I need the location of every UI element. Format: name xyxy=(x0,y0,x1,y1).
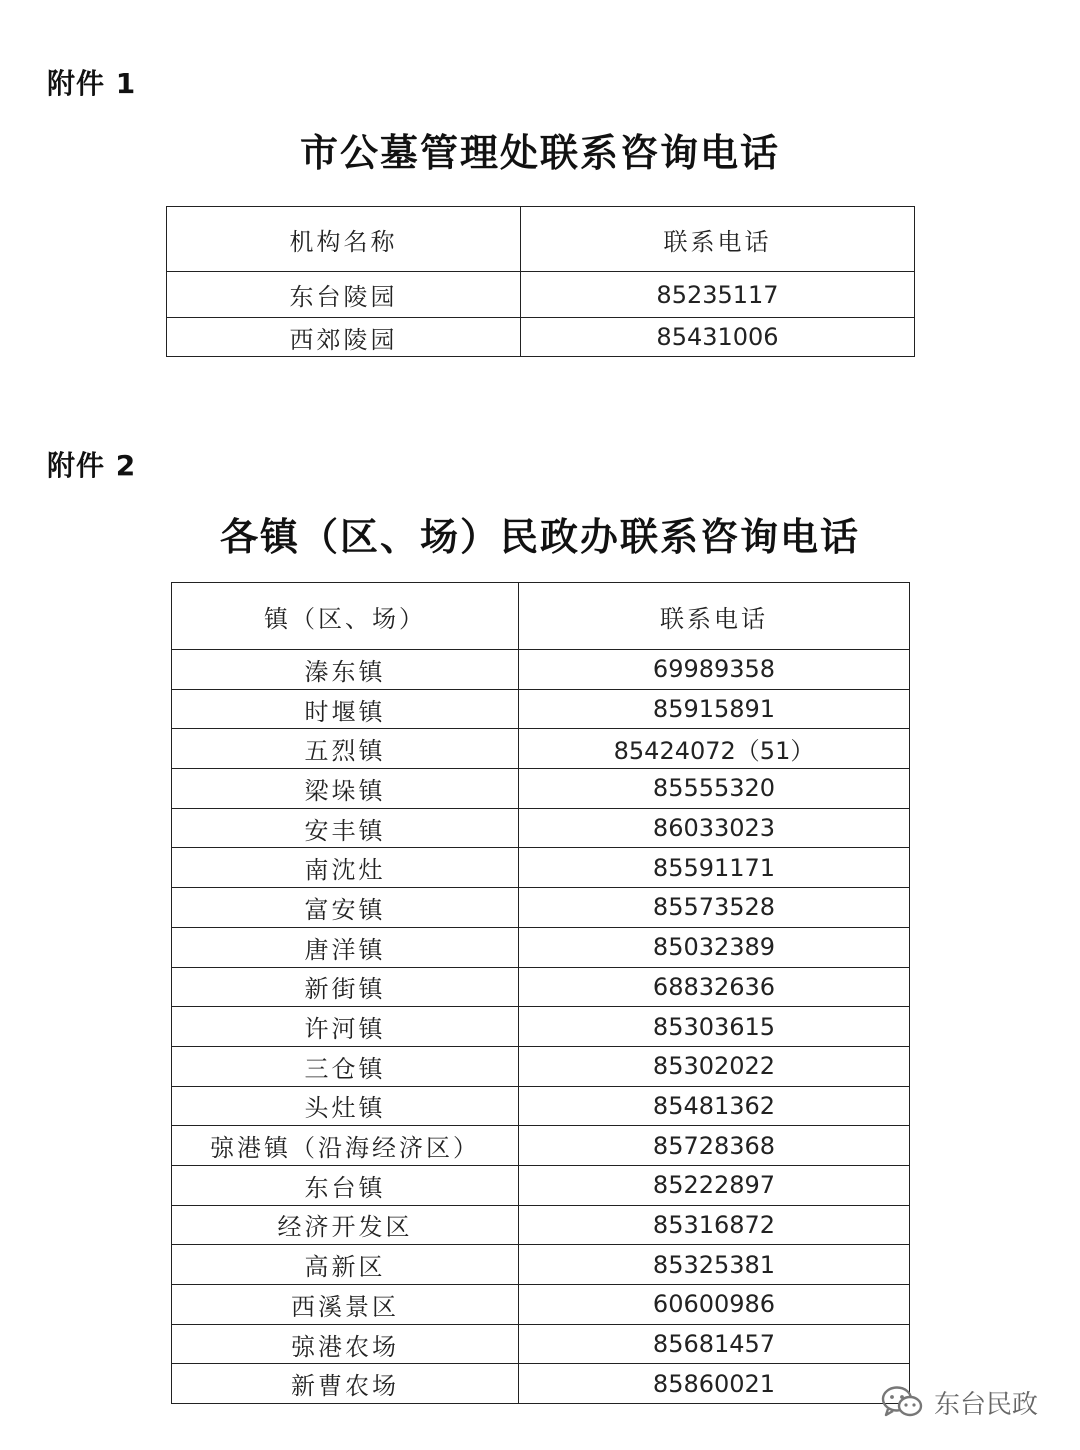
phone-cell: 85431006 xyxy=(521,318,915,357)
table-row xyxy=(172,729,910,769)
town-name-cell: 时堰镇 xyxy=(172,689,519,729)
phone-cell: 85235117 xyxy=(521,272,915,318)
attachment-2-title: 各镇（区、场）民政办联系咨询电话 xyxy=(219,515,860,559)
town-name-cell: 东台镇 xyxy=(172,1165,519,1205)
phone-cell: 85573528 xyxy=(519,888,910,928)
town-name-cell: 三仓镇 xyxy=(172,1046,519,1086)
town-name-cell: 西溪景区 xyxy=(172,1285,519,1325)
table-row xyxy=(172,1165,910,1205)
table-row xyxy=(172,1086,910,1126)
table-row xyxy=(172,1324,910,1364)
town-contact-table xyxy=(171,582,910,1404)
phone-cell: 68832636 xyxy=(519,967,910,1007)
column-header-name: 机构名称 xyxy=(167,207,521,272)
town-name-cell: 头灶镇 xyxy=(172,1086,519,1126)
town-name-cell: 唐洋镇 xyxy=(172,927,519,967)
phone-cell: 85481362 xyxy=(519,1086,910,1126)
table-row xyxy=(172,927,910,967)
town-name-cell: 溱东镇 xyxy=(172,650,519,690)
phone-cell: 85424072（51） xyxy=(519,729,910,769)
town-name-cell: 弶港农场 xyxy=(172,1324,519,1364)
phone-cell: 85728368 xyxy=(519,1126,910,1166)
attachment-1-label: 附件 1 xyxy=(47,67,137,100)
phone-cell: 85302022 xyxy=(519,1046,910,1086)
phone-cell: 85591171 xyxy=(519,848,910,888)
watermark-text: 东台民政 xyxy=(934,1389,1039,1420)
table-row xyxy=(172,808,910,848)
town-name-cell: 经济开发区 xyxy=(172,1205,519,1245)
table-row xyxy=(172,1046,910,1086)
table-row xyxy=(167,318,915,357)
attachment-2-label: 附件 2 xyxy=(47,449,137,482)
phone-cell: 60600986 xyxy=(519,1285,910,1325)
table-row xyxy=(172,1126,910,1166)
table-header-row xyxy=(172,583,910,650)
town-name-cell: 弶港镇（沿海经济区） xyxy=(172,1126,519,1166)
phone-cell: 85915891 xyxy=(519,689,910,729)
town-name-cell: 高新区 xyxy=(172,1245,519,1285)
phone-cell: 85555320 xyxy=(519,769,910,809)
table-row xyxy=(172,1007,910,1047)
org-name-cell: 东台陵园 xyxy=(167,272,521,318)
org-name-cell: 西郊陵园 xyxy=(167,318,521,357)
town-name-cell: 许河镇 xyxy=(172,1007,519,1047)
table-row xyxy=(172,1205,910,1245)
town-name-cell: 五烈镇 xyxy=(172,729,519,769)
town-name-cell: 新街镇 xyxy=(172,967,519,1007)
table-row xyxy=(172,1245,910,1285)
attachment-1-title: 市公墓管理处联系咨询电话 xyxy=(299,131,780,175)
account-watermark xyxy=(880,1382,1038,1422)
phone-cell: 85303615 xyxy=(519,1007,910,1047)
table-row xyxy=(172,689,910,729)
table-header-row xyxy=(167,207,915,272)
phone-cell: 85860021 xyxy=(519,1364,910,1404)
phone-cell: 85681457 xyxy=(519,1324,910,1364)
phone-cell: 69989358 xyxy=(519,650,910,690)
phone-cell: 85325381 xyxy=(519,1245,910,1285)
phone-cell: 86033023 xyxy=(519,808,910,848)
phone-cell: 85316872 xyxy=(519,1205,910,1245)
town-name-cell: 南沈灶 xyxy=(172,848,519,888)
town-name-cell: 梁垛镇 xyxy=(172,769,519,809)
wechat-icon xyxy=(880,1384,924,1420)
town-name-cell: 富安镇 xyxy=(172,888,519,928)
phone-cell: 85222897 xyxy=(519,1165,910,1205)
table-row xyxy=(172,769,910,809)
phone-cell: 85032389 xyxy=(519,927,910,967)
table-row xyxy=(172,1285,910,1325)
town-name-cell: 安丰镇 xyxy=(172,808,519,848)
table-row xyxy=(172,848,910,888)
table-row xyxy=(172,1364,910,1404)
column-header-phone: 联系电话 xyxy=(519,583,910,650)
column-header-phone: 联系电话 xyxy=(521,207,915,272)
table-row xyxy=(172,888,910,928)
column-header-town: 镇（区、场） xyxy=(172,583,519,650)
town-name-cell: 新曹农场 xyxy=(172,1364,519,1404)
table-row xyxy=(172,650,910,690)
table-row xyxy=(172,967,910,1007)
table-row xyxy=(167,272,915,318)
cemetery-contact-table xyxy=(166,206,915,357)
